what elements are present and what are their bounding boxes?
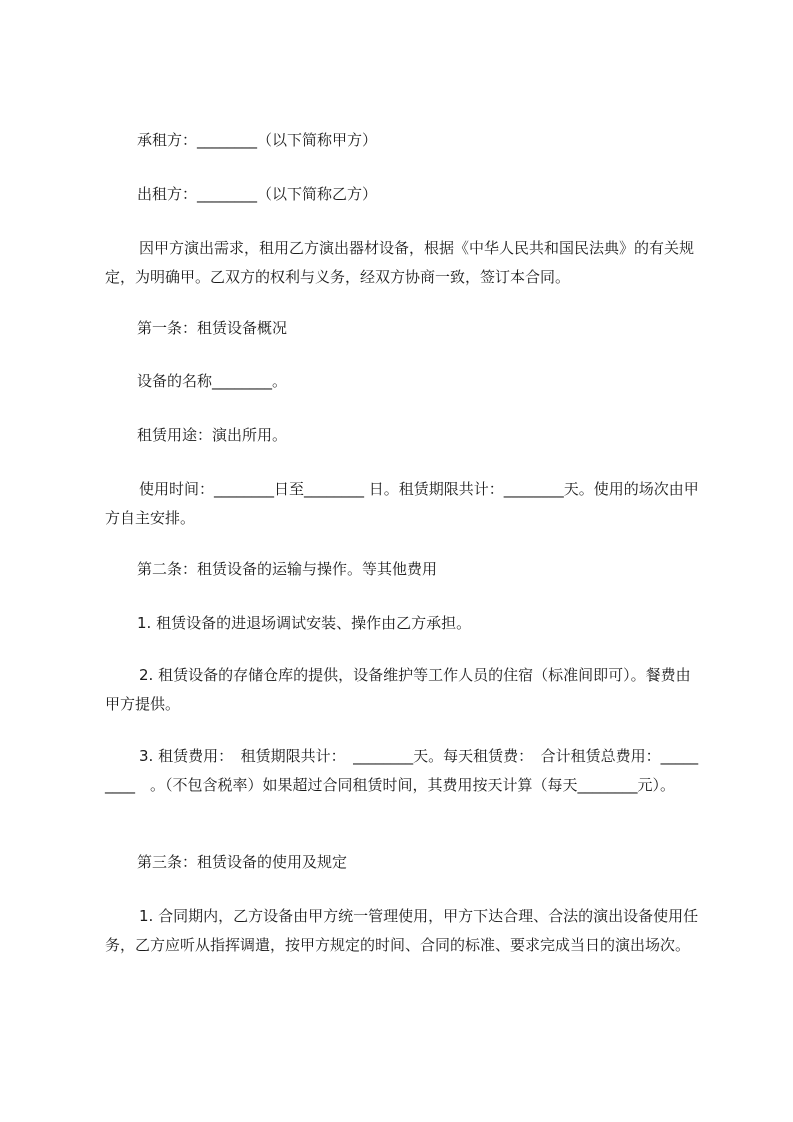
rental-purpose-line: 租赁用途：演出所用。 [137, 426, 288, 444]
lessor-line: 出租方：________（以下简称乙方） [137, 185, 378, 203]
article-2-item-2: 2. 租赁设备的存储仓库的提供，设备维护等工作人员的住宿（标准间即可）。餐费由甲方提供。 [105, 666, 691, 713]
article-2-item-3: 3. 租赁费用： 租赁期限共计： ________天。每天租赁费： 合计租赁总费用：_________ 。（不包含税率）如果超过合同租赁时间，其费用按天计算（每天________元）。 [105, 747, 699, 794]
article-3-heading: 第三条：租赁设备的使用及规定 [137, 853, 348, 871]
lessee-line: 承租方：________（以下简称甲方） [137, 131, 378, 149]
usage-time-paragraph: 使用时间：________日至________ 日。租赁期限共计：________天。使用的场次由甲方自主安排。 [105, 480, 699, 527]
preamble-paragraph: 因甲方演出需求，租用乙方演出器材设备，根据《中华人民共和国民法典》的有关规定，为明确甲。乙双方的权利与义务，经双方协商一致，签订本合同。 [105, 239, 695, 286]
equipment-name-line: 设备的名称________。 [137, 372, 288, 390]
article-3-item-1: 1. 合同期内，乙方设备由甲方统一管理使用，甲方下达合理、合法的演出设备使用任务，乙方应听从指挥调遣，按甲方规定的时间、合同的标准、要求完成当日的演出场次。 [105, 907, 699, 954]
article-1-heading: 第一条：租赁设备概况 [137, 319, 288, 337]
article-2-heading: 第二条：租赁设备的运输与操作。等其他费用 [137, 560, 438, 578]
article-2-item-1: 1. 租赁设备的进退场调试安装、操作由乙方承担。 [137, 614, 472, 632]
